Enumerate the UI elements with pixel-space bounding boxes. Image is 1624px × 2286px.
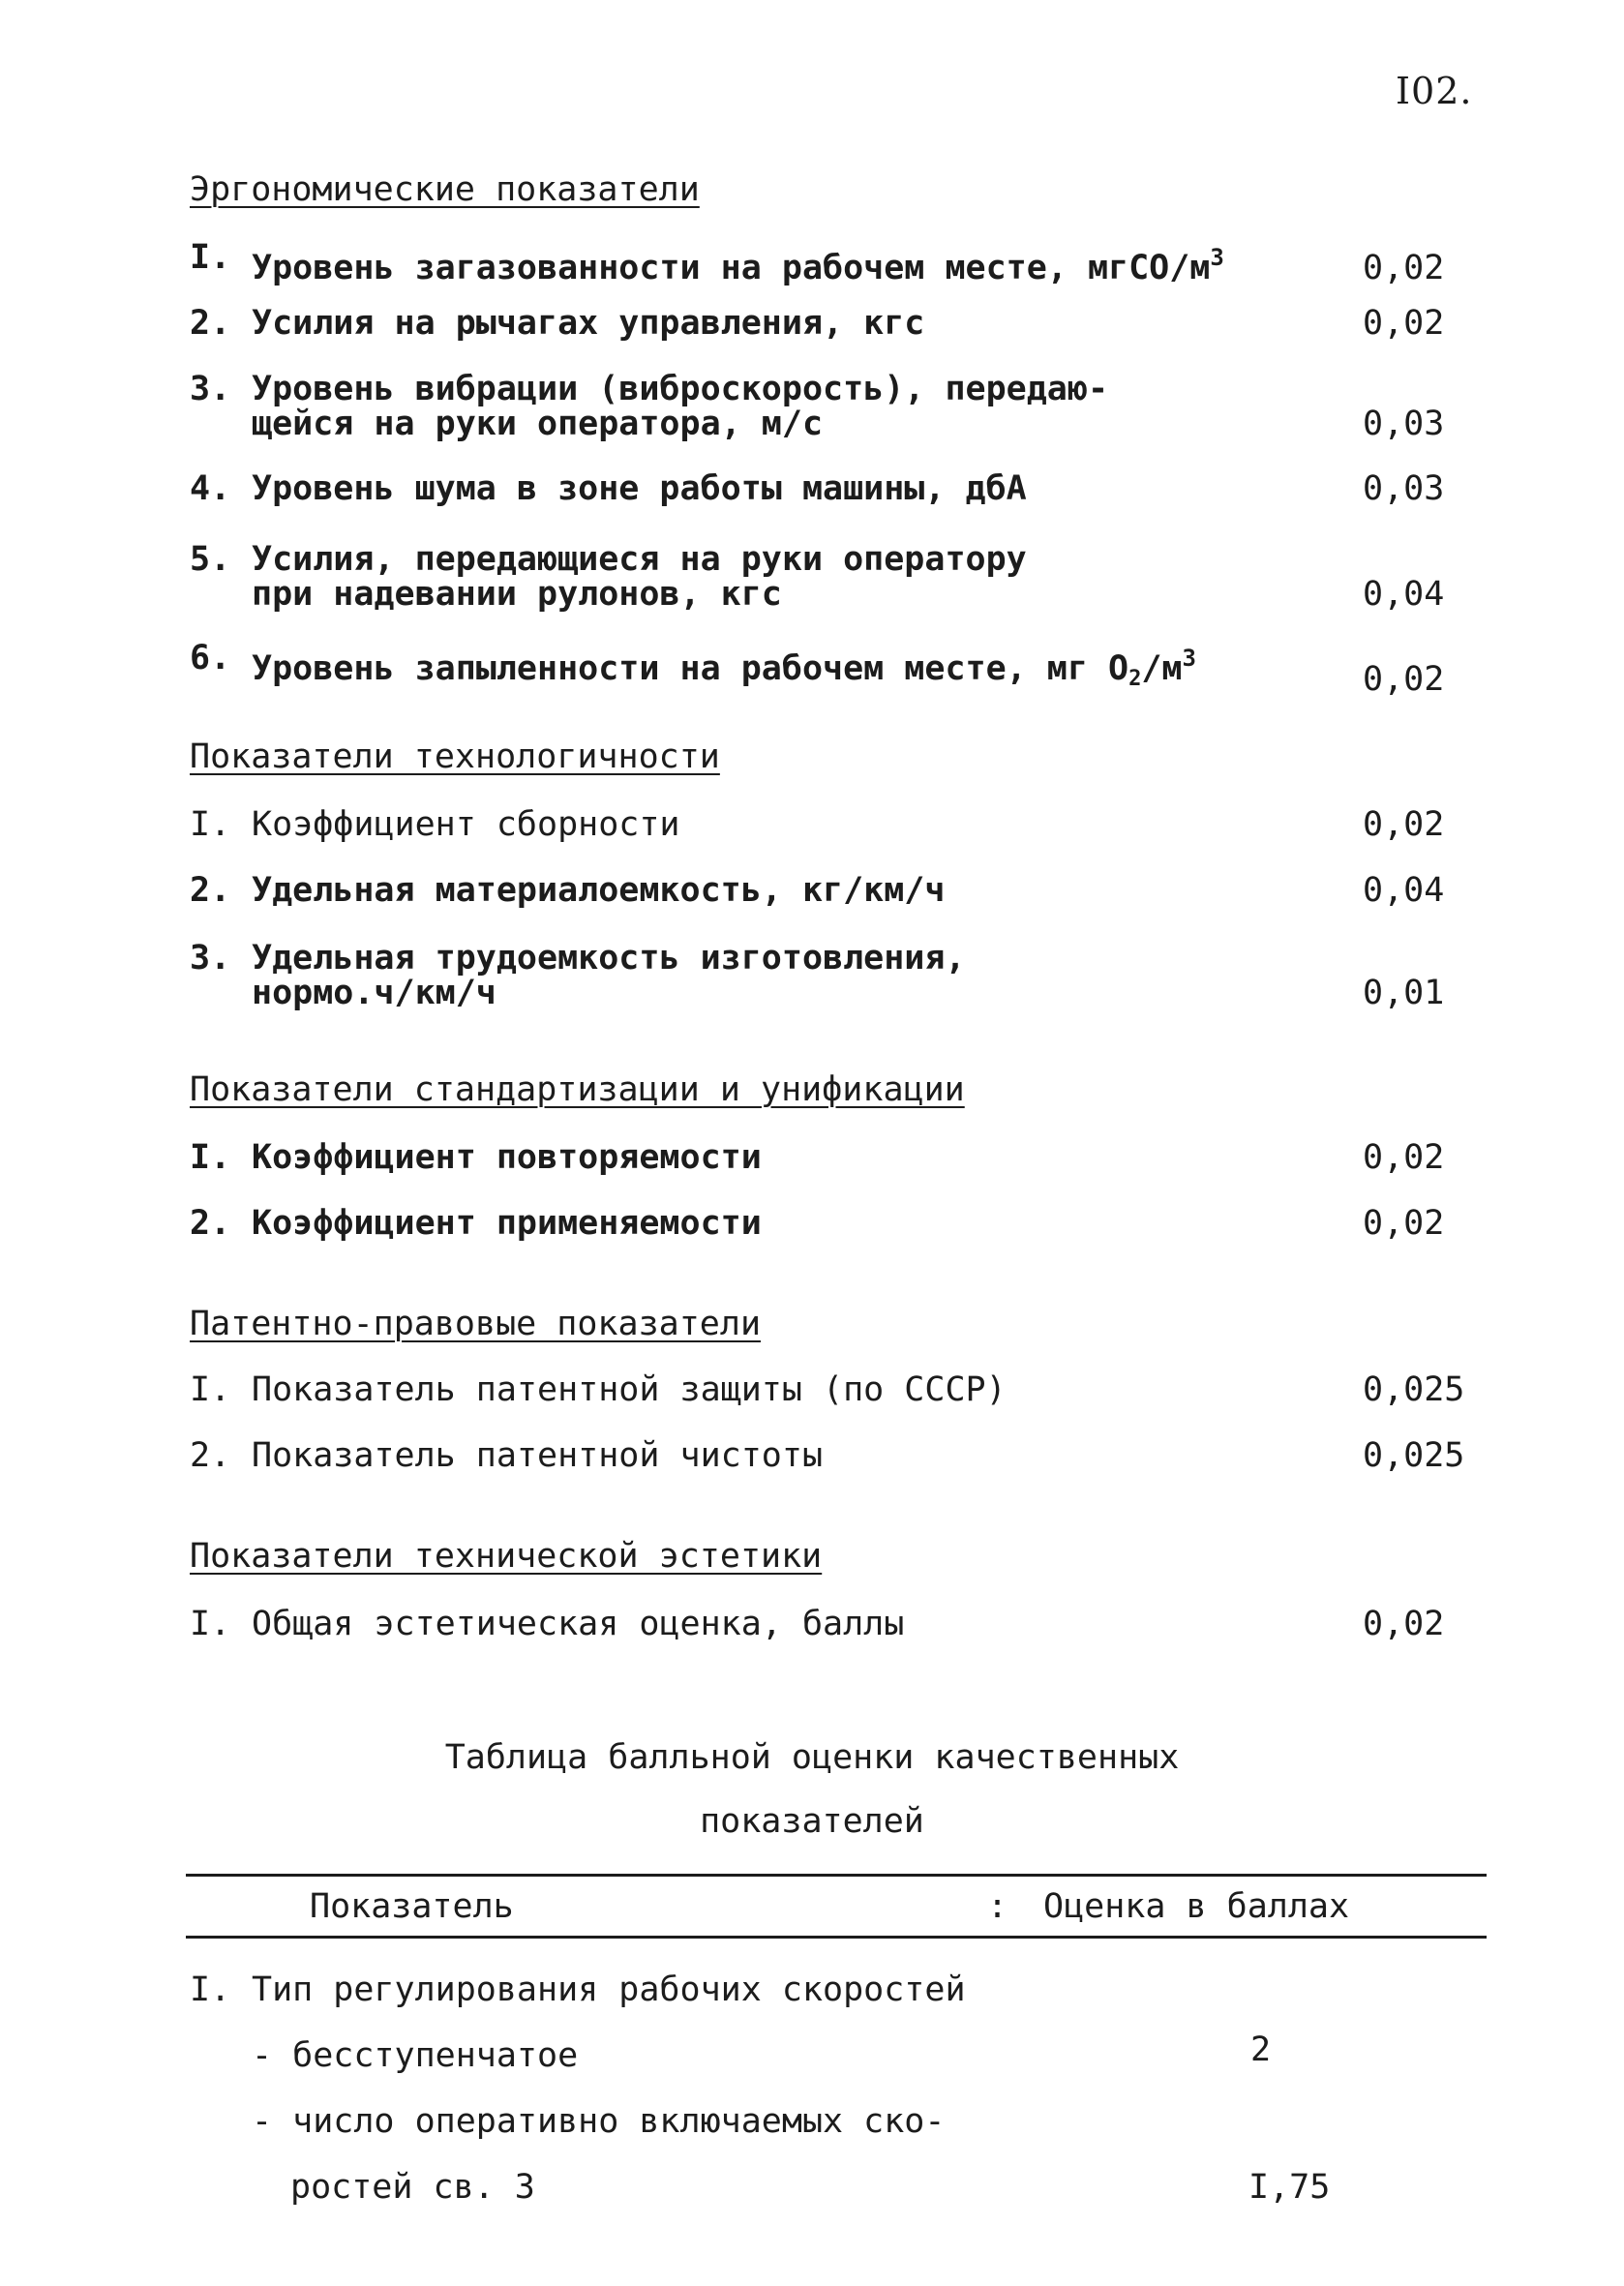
standardization-item-1 <box>190 1140 1487 1175</box>
section-heading-ergonomic: Эргономические показатели <box>190 170 700 209</box>
ergonomic-item-6 <box>190 641 1487 697</box>
page-number: I02. <box>1396 70 1473 112</box>
item-value: 0,02 <box>1363 660 1445 699</box>
item-superscript: 3 <box>1210 244 1224 271</box>
item-number: I. <box>190 805 231 844</box>
ergonomic-item-3 <box>190 372 1487 441</box>
item-text-tail: /м <box>1141 649 1183 688</box>
table-row-4-value: I,75 <box>1248 2168 1331 2207</box>
item-number: 2. <box>190 871 231 910</box>
table-row-1-text: Тип регулирования рабочих скоростей <box>252 1970 966 2009</box>
table-row-2-value: 2 <box>1250 2030 1272 2069</box>
table-title-line1: Таблица балльной оценки качественных <box>444 1738 1180 1777</box>
item-text: Усилия на рычагах управления, кгс <box>252 304 925 343</box>
item-text-line1: Уровень вибрации (виброскорость), передаю- <box>252 370 1109 408</box>
patent-item-2 <box>190 1438 1487 1473</box>
item-number: 4. <box>190 469 231 508</box>
item-value: 0,02 <box>1363 1204 1445 1243</box>
table-title-line2: показателей <box>700 1802 924 1841</box>
item-value: 0,03 <box>1363 405 1445 443</box>
item-number: I. <box>190 1605 231 1643</box>
item-value: 0,03 <box>1363 469 1445 508</box>
table-row-2-text: - бесступенчатое <box>252 2036 579 2075</box>
item-value: 0,02 <box>1363 304 1445 343</box>
item-text: Коэффициент повторяемости <box>252 1138 762 1177</box>
item-value: 0,02 <box>1363 249 1445 287</box>
item-text: Общая эстетическая оценка, баллы <box>252 1605 905 1643</box>
item-value: 0,02 <box>1363 1138 1445 1177</box>
item-text: Коэффициент применяемости <box>252 1204 762 1243</box>
section-heading-technology: Показатели технологичности <box>190 737 720 776</box>
item-number: 2. <box>190 1204 231 1243</box>
table-header-score: Оценка в баллах <box>1043 1887 1350 1926</box>
item-value: 0,04 <box>1363 871 1445 910</box>
item-number: 3. <box>190 370 231 408</box>
item-text-line2: при надевании рулонов, кгс <box>252 575 782 614</box>
technology-item-3 <box>190 941 1487 1010</box>
ergonomic-item-2 <box>190 306 1487 341</box>
item-value: 0,02 <box>1363 805 1445 844</box>
item-text: Показатель патентной защиты (по СССР) <box>252 1370 1007 1409</box>
section-heading-standardization: Показатели стандартизации и унификации <box>190 1070 965 1109</box>
item-text: Удельная материалоемкость, кг/км/ч <box>252 871 946 910</box>
item-number: 6. <box>190 639 231 677</box>
item-text-line2: нормо.ч/км/ч <box>252 974 496 1012</box>
table-header-indicator: Показатель <box>310 1887 514 1926</box>
patent-item-1 <box>190 1372 1487 1407</box>
item-text: Показатель патентной чистоты <box>252 1436 824 1475</box>
item-value: 0,025 <box>1363 1436 1465 1475</box>
ergonomic-item-4 <box>190 471 1487 506</box>
table-header-rule <box>186 1936 1487 1939</box>
item-value: 0,04 <box>1363 575 1445 614</box>
item-number: 2. <box>190 304 231 343</box>
table-top-rule <box>186 1874 1487 1877</box>
section-heading-patent: Патентно-правовые показатели <box>190 1305 762 1343</box>
table-header-separator: : <box>987 1887 1008 1926</box>
item-subscript: 2 <box>1128 667 1142 691</box>
ergonomic-item-5 <box>190 542 1487 612</box>
item-number: 2. <box>190 1436 231 1475</box>
item-text-line1: Удельная трудоемкость изготовления, <box>252 939 966 978</box>
item-text: Уровень загазованности на рабочем месте, мгСО/м <box>252 249 1211 287</box>
technology-item-1 <box>190 807 1487 842</box>
item-number: I. <box>190 1370 231 1409</box>
section-heading-aesthetics: Показатели технической эстетики <box>190 1537 823 1576</box>
item-text: Коэффициент сборности <box>252 805 680 844</box>
item-text-line1: Усилия, передающиеся на руки оператору <box>252 540 1027 579</box>
ergonomic-item-1 <box>190 240 1487 286</box>
table-row-3-text: - число оперативно включаемых ско- <box>252 2102 946 2141</box>
item-number: 5. <box>190 540 231 579</box>
item-number: I. <box>190 238 231 277</box>
technology-item-2 <box>190 873 1487 908</box>
aesthetics-item-1 <box>190 1607 1487 1641</box>
item-value: 0,025 <box>1363 1370 1465 1409</box>
table-row-1-number: I. <box>190 1970 231 2009</box>
item-superscript: 3 <box>1182 645 1196 672</box>
item-number: I. <box>190 1138 231 1177</box>
standardization-item-2 <box>190 1206 1487 1241</box>
item-value: 0,01 <box>1363 974 1445 1012</box>
item-number: 3. <box>190 939 231 978</box>
item-text: Уровень запыленности на рабочем месте, мг О <box>252 649 1129 688</box>
item-value: 0,02 <box>1363 1605 1445 1643</box>
item-text-line2: щейся на руки оператора, м/с <box>252 405 824 443</box>
table-row-4-text: ростей св. 3 <box>290 2168 535 2207</box>
item-text: Уровень шума в зоне работы машины, дбА <box>252 469 1027 508</box>
